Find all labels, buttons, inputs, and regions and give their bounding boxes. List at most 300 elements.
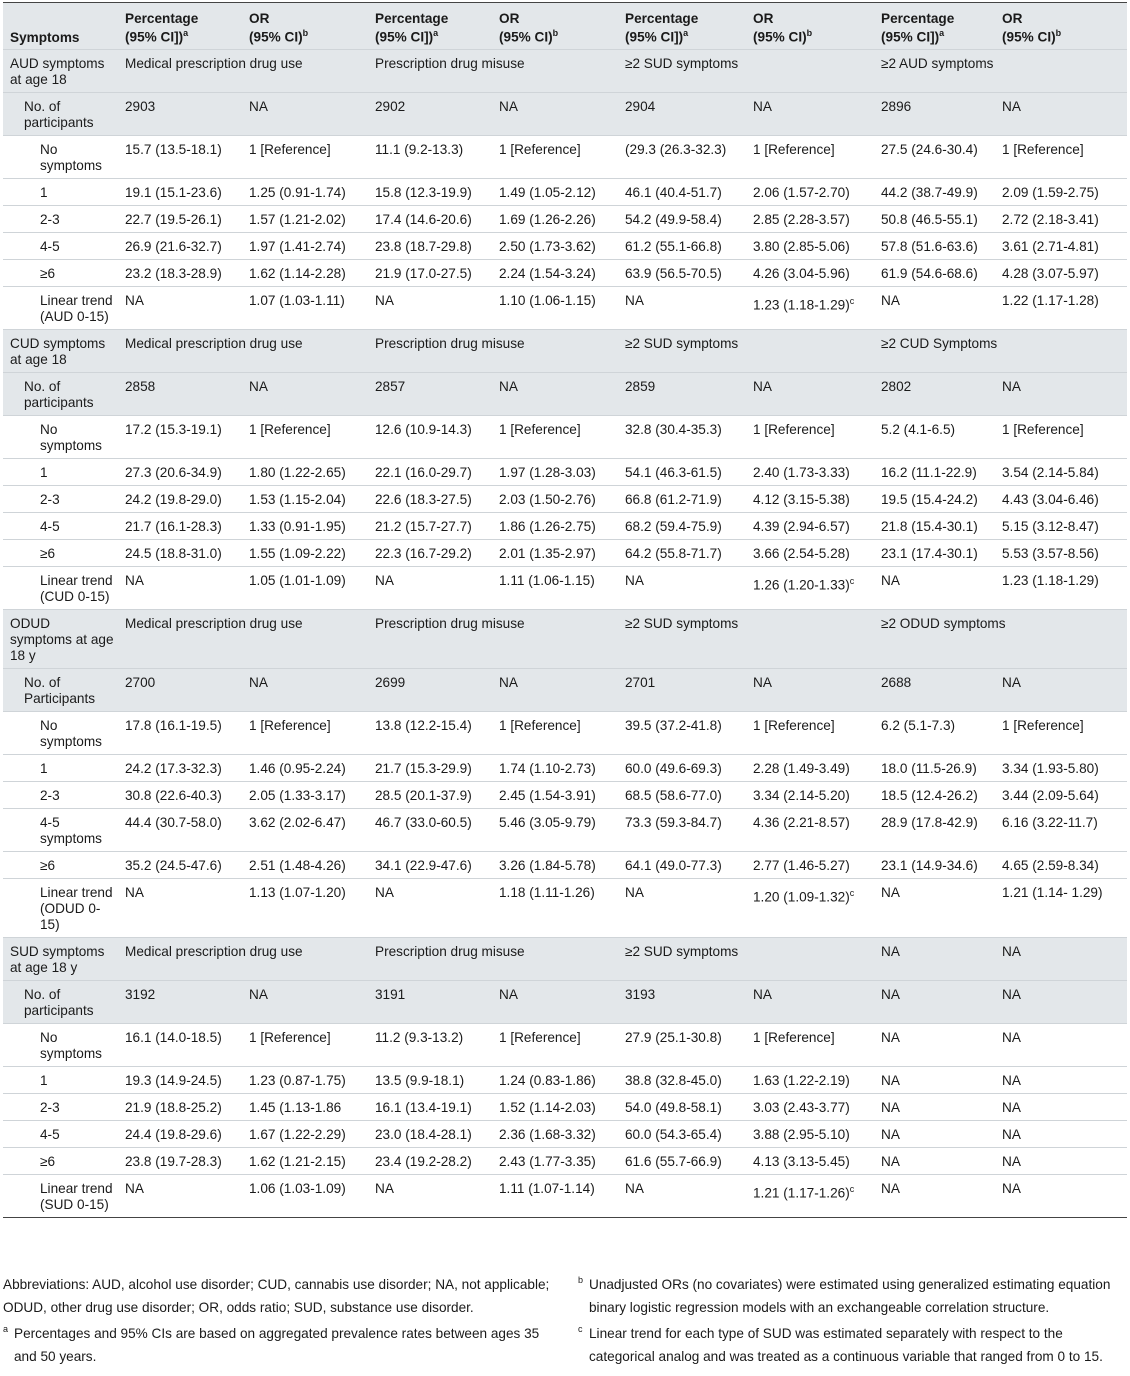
pct-cell: 19.5 (15.4-24.2): [881, 491, 978, 507]
table-row: [3, 259, 1127, 286]
or-cell: 1.06 (1.03-1.09): [249, 1180, 346, 1196]
or-cell: 2.09 (1.59-2.75): [1002, 184, 1099, 200]
pct-cell: 21.8 (15.4-30.1): [881, 518, 978, 534]
or-cell: 1.13 (1.07-1.20): [249, 884, 346, 900]
pct-cell: 64.1 (49.0-77.3): [625, 857, 722, 873]
pct-cell: 44.4 (30.7-58.0): [125, 814, 222, 830]
participants-count: 2904: [625, 98, 656, 114]
pct-cell: NA: [625, 1180, 644, 1196]
pct-cell: NA: [881, 1153, 900, 1169]
or-cell: 1.55 (1.09-2.22): [249, 545, 346, 561]
or-cell: 2.28 (1.49-3.49): [753, 760, 850, 776]
participants-count: 3191: [375, 986, 406, 1002]
pct-cell: 73.3 (59.3-84.7): [625, 814, 722, 830]
header-or: OR (95% CI)$^b$: [499, 11, 559, 45]
pct-cell: NA: [375, 884, 394, 900]
row-label: 4-5: [40, 518, 60, 534]
row-label: No symptoms: [40, 1029, 102, 1061]
footnotes-right: [578, 1273, 1128, 1371]
outcome-label: ≥2 SUD symptoms: [625, 943, 739, 959]
pct-cell: 24.2 (19.8-29.0): [125, 491, 222, 507]
or-cell: 1.86 (1.26-2.75): [499, 518, 596, 534]
or-cell: 1.80 (1.22-2.65): [249, 464, 346, 480]
participants-or: NA: [1002, 378, 1021, 394]
or-cell: 2.01 (1.35-2.97): [499, 545, 596, 561]
pct-cell: 68.2 (59.4-75.9): [625, 518, 722, 534]
footnote-b: [578, 1273, 1128, 1319]
outcome-label: ≥2 CUD Symptoms: [881, 335, 998, 351]
participants-or: NA: [1002, 98, 1021, 114]
pct-cell: NA: [625, 884, 644, 900]
or-cell: 2.03 (1.50-2.76): [499, 491, 596, 507]
pct-cell: 46.7 (33.0-60.5): [375, 814, 472, 830]
participants-or: NA: [1002, 986, 1021, 1002]
or-cell: 4.36 (2.21-8.57): [753, 814, 850, 830]
or-cell: 1 [Reference]: [249, 141, 331, 157]
or-cell: 6.16 (3.22-11.7): [1002, 814, 1098, 830]
table-row: [3, 878, 1127, 937]
section-odud: [3, 609, 1127, 937]
or-cell: 1.52 (1.14-2.03): [499, 1099, 596, 1115]
participants-or: NA: [499, 98, 518, 114]
participants-label: No. of participants: [24, 98, 94, 130]
or-cell: 1.33 (0.91-1.95): [249, 518, 346, 534]
outcome-label: Prescription drug misuse: [375, 615, 525, 631]
participants-row: [3, 980, 1127, 1023]
or-cell: 4.26 (3.04-5.96): [753, 265, 850, 281]
pct-cell: NA: [125, 572, 144, 588]
header-percentage: Percentage (95% CI])$^a$: [125, 11, 199, 45]
outcome-label: NA: [881, 943, 900, 959]
abbreviations-note: Abbreviations: AUD, alcohol use disorder; CUD, cannabis use disorder; NA, not applicable; ODUD, other drug use disorder; OR, odds ratio; SUD, substance use disorder.: [3, 1277, 550, 1315]
pct-cell: NA: [881, 572, 900, 588]
header-or: OR (95% CI)$^b$: [753, 11, 813, 45]
or-cell: NA: [1002, 1126, 1021, 1142]
or-cell: 1 [Reference]: [753, 421, 835, 437]
row-label: 2-3: [40, 1099, 60, 1115]
or-cell: 1 [Reference]: [499, 717, 581, 733]
header-percentage: Percentage (95% CI])$^a$: [375, 11, 449, 45]
or-cell: 2.50 (1.73-3.62): [499, 238, 596, 254]
pct-cell: 23.1 (14.9-34.6): [881, 857, 978, 873]
or-cell: NA: [1002, 1072, 1021, 1088]
pct-cell: 18.5 (12.4-26.2): [881, 787, 978, 803]
or-cell: 1.23 $(1.18-1.29)^c$: [753, 295, 855, 313]
participants-count: 2699: [375, 674, 406, 690]
or-cell: 1.63 (1.22-2.19): [753, 1072, 850, 1088]
or-cell: 1 [Reference]: [249, 1029, 331, 1045]
header-or: OR (95% CI)$^b$: [249, 11, 309, 45]
participants-or: NA: [753, 98, 772, 114]
participants-or: NA: [499, 378, 518, 394]
participants-count: 2701: [625, 674, 656, 690]
or-cell: 1 [Reference]: [753, 1029, 835, 1045]
table-row: [3, 485, 1127, 512]
or-cell: NA: [1002, 1029, 1021, 1045]
pct-cell: (29.3 (26.3-32.3): [625, 141, 727, 157]
pct-cell: 60.0 (54.3-65.4): [625, 1126, 722, 1142]
or-cell: 2.36 (1.68-3.32): [499, 1126, 596, 1142]
pct-cell: 26.9 (21.6-32.7): [125, 238, 222, 254]
row-label: ≥6: [40, 545, 56, 561]
row-label: 2-3: [40, 787, 60, 803]
outcome-or: NA: [1002, 943, 1021, 959]
row-label: Linear trend (ODUD 0-15): [40, 884, 113, 932]
results-table: [3, 2, 1127, 1218]
pct-cell: 22.6 (18.3-27.5): [375, 491, 472, 507]
pct-cell: 27.9 (25.1-30.8): [625, 1029, 722, 1045]
header-percentage: Percentage (95% CI])$^a$: [625, 11, 699, 45]
outcome-label: Medical prescription drug use: [125, 335, 303, 351]
or-cell: 1.26 $(1.20-1.33)^c$: [753, 575, 855, 593]
or-cell: NA: [1002, 1180, 1021, 1196]
pct-cell: 5.2 (4.1-6.5): [881, 421, 956, 437]
or-cell: NA: [1002, 1099, 1021, 1115]
table-row: [3, 1120, 1127, 1147]
or-cell: 4.13 (3.13-5.45): [753, 1153, 850, 1169]
participants-count: 2857: [375, 378, 406, 394]
pct-cell: NA: [881, 1126, 900, 1142]
footnote-text: Unadjusted ORs (no covariates) were estimated using generalized estimating equation binary logistic regression models with an exchangeable correlation structure.: [589, 1277, 1111, 1315]
or-cell: 1.23 (1.18-1.29): [1002, 572, 1099, 588]
section-label: SUD symptoms at age 18 y: [10, 943, 105, 975]
participants-or: NA: [753, 378, 772, 394]
section-label: ODUD symptoms at age 18 y: [10, 615, 114, 663]
or-cell: 5.46 (3.05-9.79): [499, 814, 596, 830]
pct-cell: NA: [881, 1029, 900, 1045]
table-row: [3, 232, 1127, 259]
pct-cell: 24.5 (18.8-31.0): [125, 545, 222, 561]
table-row: [3, 1093, 1127, 1120]
table-row: [3, 1066, 1127, 1093]
row-label: Linear trend (SUD 0-15): [40, 1180, 113, 1212]
or-cell: 1.46 (0.95-2.24): [249, 760, 346, 776]
outcome-label: Medical prescription drug use: [125, 943, 303, 959]
pct-cell: 11.2 (9.3-13.2): [375, 1029, 464, 1045]
pct-cell: 16.1 (14.0-18.5): [125, 1029, 222, 1045]
table-row: [3, 539, 1127, 566]
header-or: OR (95% CI)$^b$: [1002, 11, 1062, 45]
section-label: CUD symptoms at age 18: [10, 335, 106, 367]
participants-count: 2896: [881, 98, 912, 114]
row-label: ≥6: [40, 857, 56, 873]
row-label: ≥6: [40, 1153, 56, 1169]
or-cell: 1 [Reference]: [249, 717, 331, 733]
row-label: 1: [40, 184, 48, 200]
outcome-label: ≥2 ODUD symptoms: [881, 615, 1006, 631]
pct-cell: 22.1 (16.0-29.7): [375, 464, 472, 480]
or-cell: 3.61 (2.71-4.81): [1002, 238, 1099, 254]
footnote-c: [578, 1322, 1128, 1368]
pct-cell: 54.1 (46.3-61.5): [625, 464, 722, 480]
or-cell: 1.18 (1.11-1.26): [499, 884, 595, 900]
or-cell: 1.45 (1.13-1.86: [249, 1099, 342, 1115]
or-cell: 2.40 (1.73-3.33): [753, 464, 850, 480]
pct-cell: 19.3 (14.9-24.5): [125, 1072, 222, 1088]
pct-cell: 23.2 (18.3-28.9): [125, 265, 222, 281]
participants-or: NA: [499, 674, 518, 690]
row-label: Linear trend (CUD 0-15): [40, 572, 113, 604]
pct-cell: NA: [625, 292, 644, 308]
or-cell: 1.22 (1.17-1.28): [1002, 292, 1099, 308]
pct-cell: 64.2 (55.8-71.7): [625, 545, 722, 561]
or-cell: 1.21 $(1.17-1.26)^c$: [753, 1183, 855, 1201]
pct-cell: 22.7 (19.5-26.1): [125, 211, 222, 227]
outcome-label: Medical prescription drug use: [125, 55, 303, 71]
row-label: ≥6: [40, 265, 56, 281]
or-cell: 1.97 (1.41-2.74): [249, 238, 346, 254]
or-cell: 1.74 (1.10-2.73): [499, 760, 596, 776]
participants-label: No. of Participants: [24, 674, 96, 706]
participants-count: 2902: [375, 98, 406, 114]
or-cell: 4.39 (2.94-6.57): [753, 518, 850, 534]
footnote-marker: a: [3, 1324, 9, 1334]
pct-cell: 18.0 (11.5-26.9): [881, 760, 977, 776]
pct-cell: 21.9 (18.8-25.2): [125, 1099, 222, 1115]
participants-or: NA: [753, 986, 772, 1002]
or-cell: 1 [Reference]: [1002, 717, 1084, 733]
or-cell: 1.20 $(1.09-1.32)^c$: [753, 887, 855, 905]
or-cell: 2.43 (1.77-3.35): [499, 1153, 596, 1169]
participants-row: [3, 668, 1127, 711]
pct-cell: 28.9 (17.8-42.9): [881, 814, 978, 830]
participants-count: 2802: [881, 378, 912, 394]
pct-cell: 35.2 (24.5-47.6): [125, 857, 222, 873]
table-row: [3, 1174, 1127, 1217]
row-label: 4-5 symptoms: [40, 814, 102, 846]
outcome-label: Medical prescription drug use: [125, 615, 303, 631]
pct-cell: 61.2 (55.1-66.8): [625, 238, 722, 254]
or-cell: 1.62 (1.14-2.28): [249, 265, 346, 281]
or-cell: 4.65 (2.59-8.34): [1002, 857, 1099, 873]
pct-cell: 39.5 (37.2-41.8): [625, 717, 722, 733]
pct-cell: 21.2 (15.7-27.7): [375, 518, 472, 534]
pct-cell: 57.8 (51.6-63.6): [881, 238, 978, 254]
pct-cell: NA: [125, 292, 144, 308]
participants-or: NA: [249, 98, 268, 114]
or-cell: 1.21 (1.14- 1.29): [1002, 884, 1103, 900]
or-cell: 1.69 (1.26-2.26): [499, 211, 596, 227]
header-symptoms: Symptoms: [10, 29, 80, 45]
row-label: No symptoms: [40, 421, 102, 453]
or-cell: 2.24 (1.54-3.24): [499, 265, 596, 281]
row-label: 4-5: [40, 1126, 60, 1142]
outcome-label: Prescription drug misuse: [375, 55, 525, 71]
table-row: [3, 135, 1127, 178]
outcome-label: Prescription drug misuse: [375, 943, 525, 959]
outcome-label: Prescription drug misuse: [375, 335, 525, 351]
or-cell: 1.57 (1.21-2.02): [249, 211, 346, 227]
or-cell: 3.34 (2.14-5.20): [753, 787, 850, 803]
section-header-row: [3, 49, 1127, 92]
participants-or: NA: [249, 986, 268, 1002]
pct-cell: 23.8 (19.7-28.3): [125, 1153, 222, 1169]
pct-cell: 17.8 (16.1-19.5): [125, 717, 222, 733]
pct-cell: 61.9 (54.6-68.6): [881, 265, 978, 281]
footnote-marker: c: [578, 1324, 583, 1334]
table-row: [3, 754, 1127, 781]
pct-cell: 21.7 (16.1-28.3): [125, 518, 222, 534]
section-sud: [3, 937, 1127, 1217]
participants-count: 2859: [625, 378, 656, 394]
table-row: [3, 286, 1127, 329]
pct-cell: 24.4 (19.8-29.6): [125, 1126, 222, 1142]
or-cell: 2.45 (1.54-3.91): [499, 787, 596, 803]
row-label: 2-3: [40, 211, 60, 227]
participants-label: No. of participants: [24, 986, 94, 1018]
row-label: No symptoms: [40, 141, 102, 173]
or-cell: NA: [1002, 1153, 1021, 1169]
table-row: [3, 1023, 1127, 1066]
or-cell: 1.67 (1.22-2.29): [249, 1126, 346, 1142]
participants-or: NA: [1002, 674, 1021, 690]
section-header-row: [3, 329, 1127, 372]
footnote-marker: b: [578, 1275, 584, 1285]
or-cell: 4.28 (3.07-5.97): [1002, 265, 1099, 281]
pct-cell: 11.1 (9.2-13.3): [375, 141, 464, 157]
or-cell: 2.06 (1.57-2.70): [753, 184, 850, 200]
participants-count: NA: [881, 986, 900, 1002]
pct-cell: NA: [881, 1072, 900, 1088]
table-row: [3, 205, 1127, 232]
table-row: [3, 566, 1127, 609]
table-row: [3, 415, 1127, 458]
row-label: 1: [40, 1072, 48, 1088]
section-label: AUD symptoms at age 18: [10, 55, 105, 87]
pct-cell: NA: [375, 572, 394, 588]
table-row: [3, 711, 1127, 754]
or-cell: 5.15 (3.12-8.47): [1002, 518, 1099, 534]
or-cell: 1 [Reference]: [499, 421, 581, 437]
pct-cell: 27.3 (20.6-34.9): [125, 464, 222, 480]
participants-or: NA: [753, 674, 772, 690]
or-cell: 1 [Reference]: [499, 1029, 581, 1045]
pct-cell: 50.8 (46.5-55.1): [881, 211, 978, 227]
or-cell: 1.07 (1.03-1.11): [249, 292, 345, 308]
row-label: 1: [40, 464, 48, 480]
or-cell: 3.54 (2.14-5.84): [1002, 464, 1099, 480]
row-label: 1: [40, 760, 48, 776]
pct-cell: 30.8 (22.6-40.3): [125, 787, 222, 803]
outcome-label: ≥2 SUD symptoms: [625, 615, 739, 631]
table-row: [3, 178, 1127, 205]
or-cell: 4.12 (3.15-5.38): [753, 491, 850, 507]
pct-cell: 44.2 (38.7-49.9): [881, 184, 978, 200]
table-row: [3, 851, 1127, 878]
header-row: [3, 3, 1127, 50]
or-cell: 1.53 (1.15-2.04): [249, 491, 346, 507]
or-cell: 3.88 (2.95-5.10): [753, 1126, 850, 1142]
or-cell: 3.34 (1.93-5.80): [1002, 760, 1099, 776]
pct-cell: 16.2 (11.1-22.9): [881, 464, 977, 480]
or-cell: 5.53 (3.57-8.56): [1002, 545, 1099, 561]
pct-cell: 12.6 (10.9-14.3): [375, 421, 472, 437]
row-label: Linear trend (AUD 0-15): [40, 292, 113, 324]
participants-count: 2858: [125, 378, 156, 394]
section-header-row: [3, 609, 1127, 668]
or-cell: 4.43 (3.04-6.46): [1002, 491, 1099, 507]
participants-row: [3, 372, 1127, 415]
pct-cell: 22.3 (16.7-29.2): [375, 545, 472, 561]
or-cell: 1.10 (1.06-1.15): [499, 292, 596, 308]
table-row: [3, 1147, 1127, 1174]
or-cell: 3.66 (2.54-5.28): [753, 545, 850, 561]
or-cell: 1 [Reference]: [753, 141, 835, 157]
pct-cell: 32.8 (30.4-35.3): [625, 421, 722, 437]
outcome-label: ≥2 SUD symptoms: [625, 335, 739, 351]
or-cell: 3.03 (2.43-3.77): [753, 1099, 850, 1115]
pct-cell: NA: [881, 292, 900, 308]
footnote-text: Percentages and 95% CIs are based on aggregated prevalence rates between ages 35 and 50 years.: [14, 1326, 540, 1364]
participants-count: 2700: [125, 674, 156, 690]
pct-cell: 54.0 (49.8-58.1): [625, 1099, 722, 1115]
section-cud: [3, 329, 1127, 609]
pct-cell: 13.8 (12.2-15.4): [375, 717, 472, 733]
pct-cell: NA: [125, 1180, 144, 1196]
or-cell: 2.77 (1.46-5.27): [753, 857, 850, 873]
or-cell: 1.11 (1.06-1.15): [499, 572, 595, 588]
participants-count: 3193: [625, 986, 656, 1002]
pct-cell: NA: [375, 292, 394, 308]
pct-cell: NA: [881, 1180, 900, 1196]
pct-cell: 34.1 (22.9-47.6): [375, 857, 472, 873]
or-cell: 1.24 (0.83-1.86): [499, 1072, 596, 1088]
participants-count: 3192: [125, 986, 156, 1002]
pct-cell: 21.9 (17.0-27.5): [375, 265, 472, 281]
participants-count: 2688: [881, 674, 912, 690]
pct-cell: 61.6 (55.7-66.9): [625, 1153, 722, 1169]
pct-cell: 17.2 (15.3-19.1): [125, 421, 222, 437]
pct-cell: 23.8 (18.7-29.8): [375, 238, 472, 254]
pct-cell: NA: [375, 1180, 394, 1196]
or-cell: 1.11 (1.07-1.14): [499, 1180, 595, 1196]
pct-cell: 19.1 (15.1-23.6): [125, 184, 222, 200]
pct-cell: 54.2 (49.9-58.4): [625, 211, 722, 227]
pct-cell: 15.7 (13.5-18.1): [125, 141, 222, 157]
or-cell: 3.62 (2.02-6.47): [249, 814, 346, 830]
pct-cell: NA: [625, 572, 644, 588]
or-cell: 2.51 (1.48-4.26): [249, 857, 346, 873]
pct-cell: 16.1 (13.4-19.1): [375, 1099, 472, 1115]
or-cell: 1.25 (0.91-1.74): [249, 184, 346, 200]
pct-cell: NA: [881, 1099, 900, 1115]
or-cell: 3.26 (1.84-5.78): [499, 857, 596, 873]
table-row: [3, 458, 1127, 485]
pct-cell: 23.0 (18.4-28.1): [375, 1126, 472, 1142]
pct-cell: 38.8 (32.8-45.0): [625, 1072, 722, 1088]
pct-cell: 46.1 (40.4-51.7): [625, 184, 722, 200]
row-label: No symptoms: [40, 717, 102, 749]
participants-row: [3, 92, 1127, 135]
pct-cell: NA: [881, 884, 900, 900]
section-header-row: [3, 937, 1127, 980]
or-cell: 1.97 (1.28-3.03): [499, 464, 596, 480]
participants-or: NA: [249, 674, 268, 690]
pct-cell: 24.2 (17.3-32.3): [125, 760, 222, 776]
table-row: [3, 781, 1127, 808]
table-row: [3, 808, 1127, 851]
pct-cell: 23.4 (19.2-28.2): [375, 1153, 472, 1169]
pct-cell: 28.5 (20.1-37.9): [375, 787, 472, 803]
table-row: [3, 512, 1127, 539]
pct-cell: 68.5 (58.6-77.0): [625, 787, 722, 803]
or-cell: 1.62 (1.21-2.15): [249, 1153, 346, 1169]
outcome-label: ≥2 AUD symptoms: [881, 55, 994, 71]
footnote-a: [3, 1322, 553, 1368]
pct-cell: NA: [125, 884, 144, 900]
pct-cell: 13.5 (9.9-18.1): [375, 1072, 465, 1088]
or-cell: 1 [Reference]: [753, 717, 835, 733]
